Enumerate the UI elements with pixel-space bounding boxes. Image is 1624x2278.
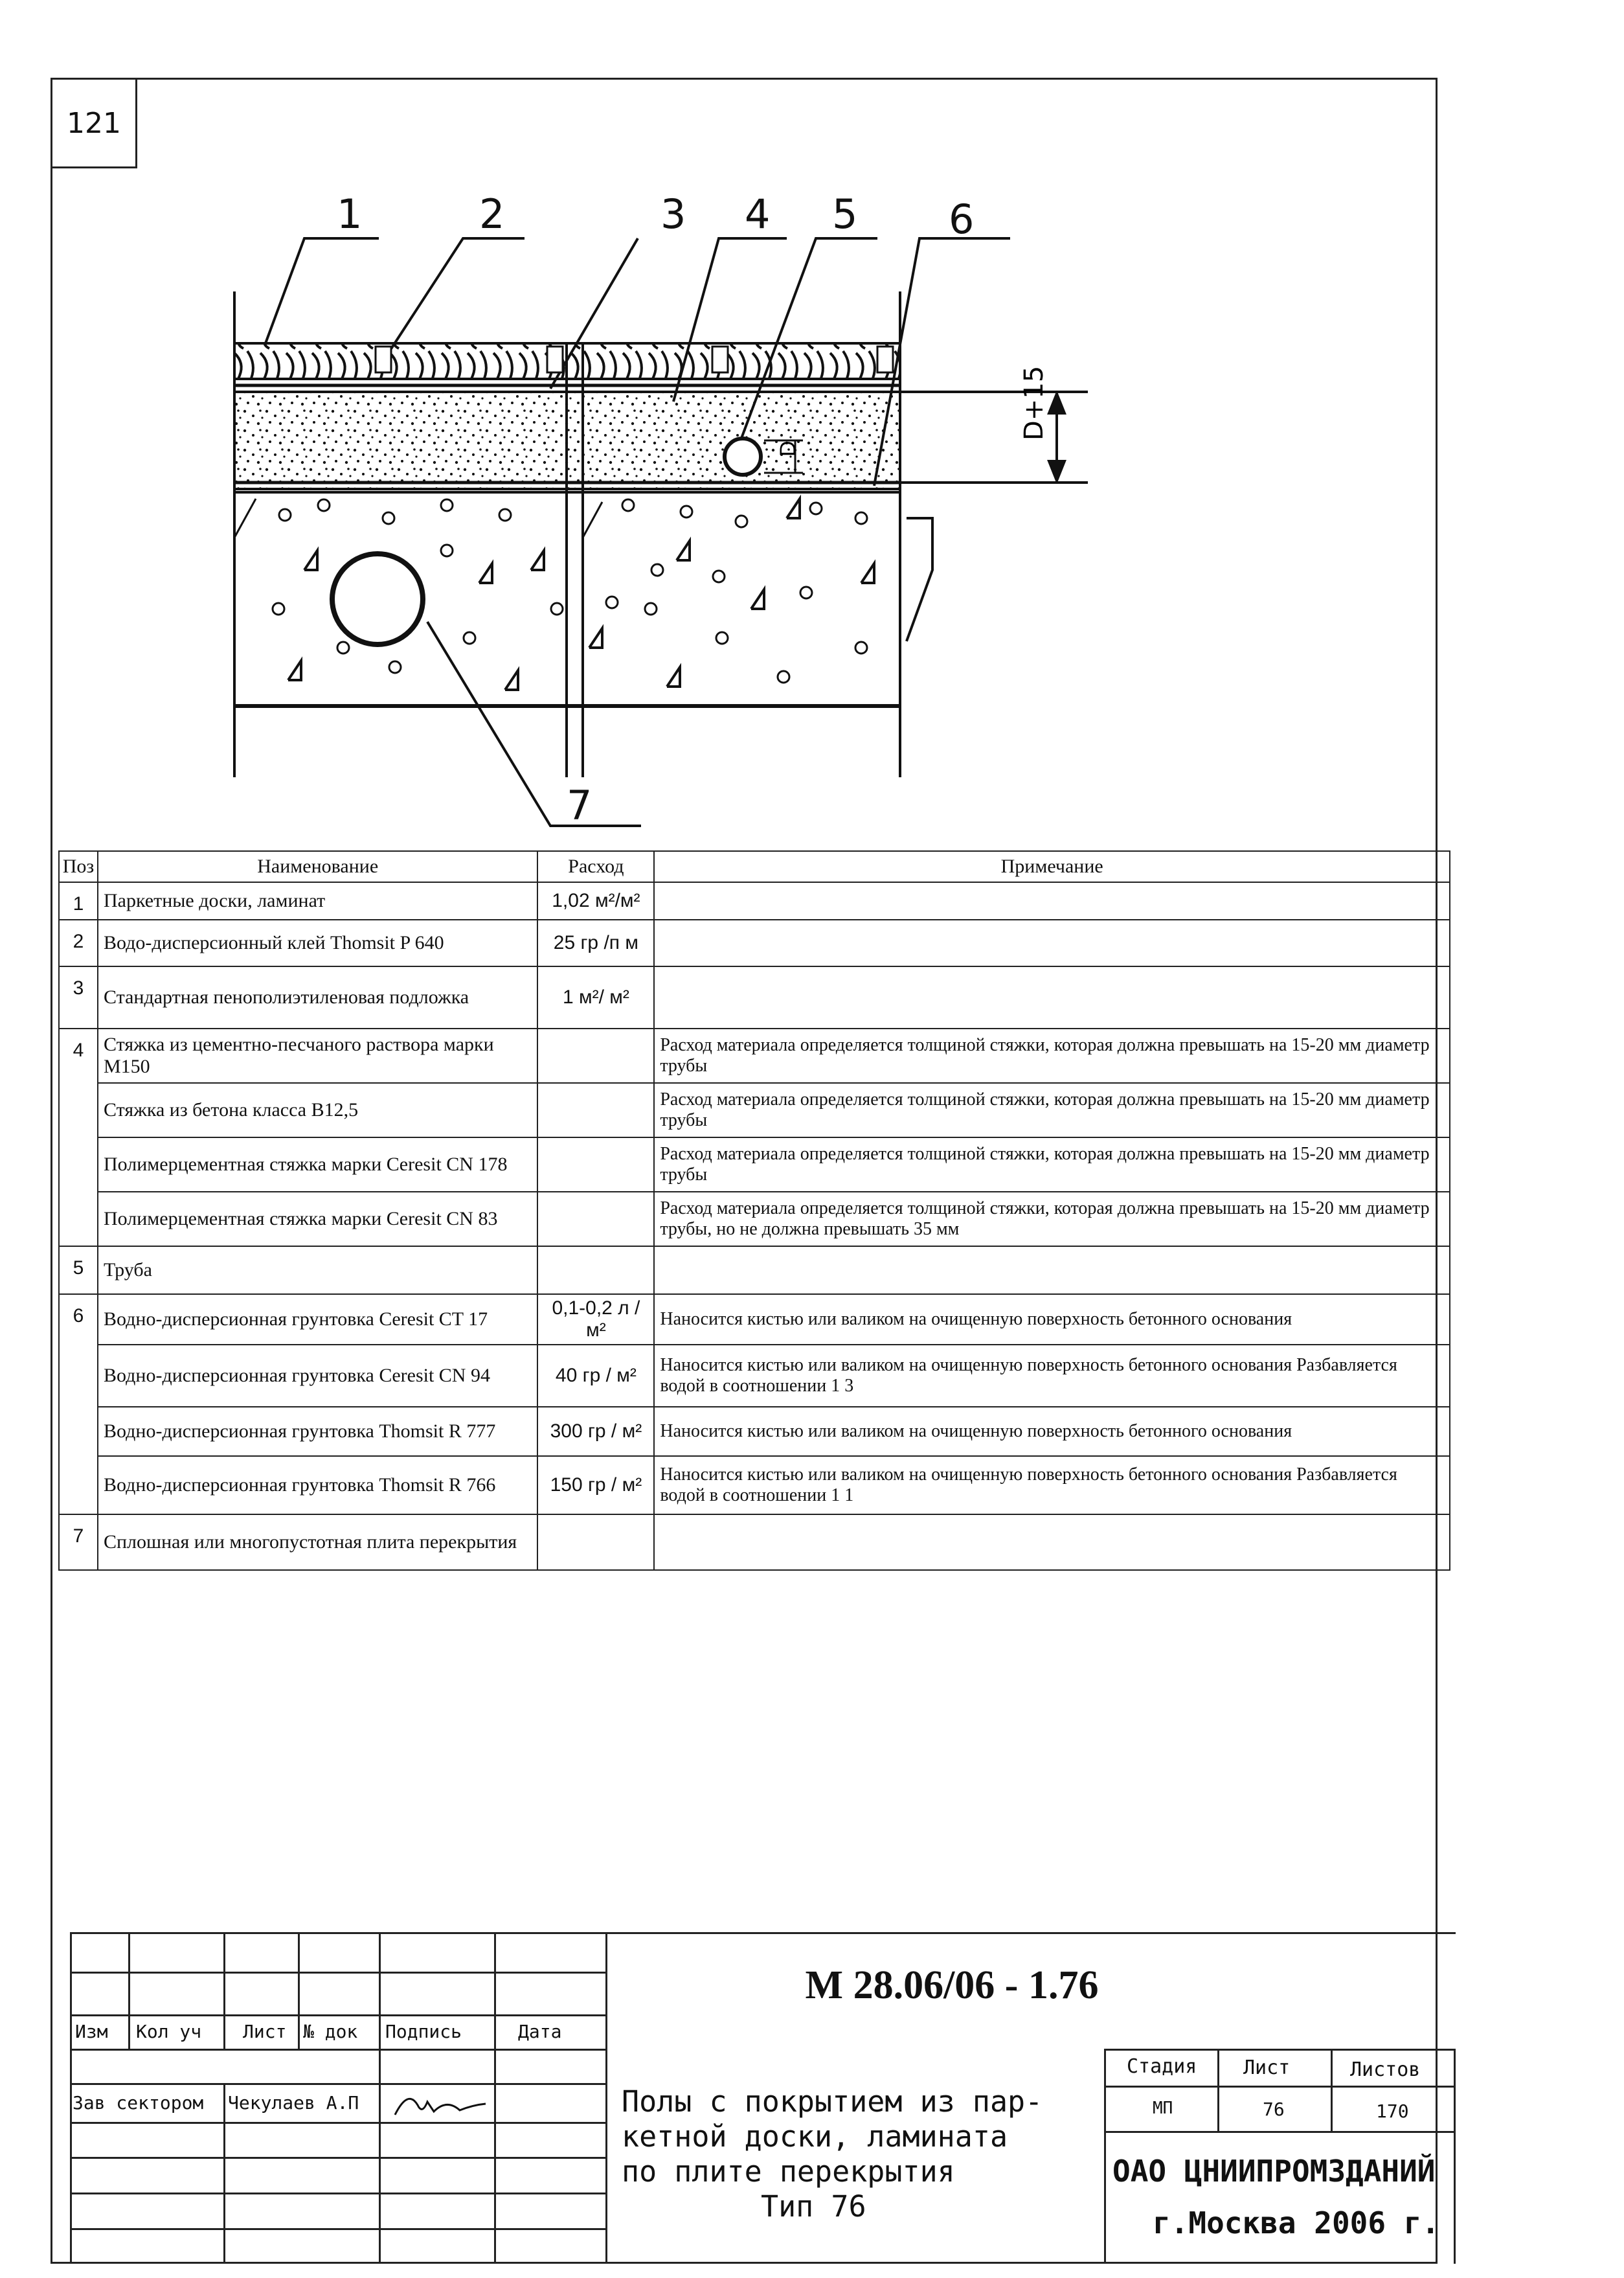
callout-leaders xyxy=(265,238,1010,826)
title-line-1: Полы с покрытием из пар- xyxy=(622,2084,1043,2119)
header-rate: Расход xyxy=(537,851,654,882)
person-name: Чекулаев А.П xyxy=(228,2092,359,2113)
thickness-dim-label: D+15 xyxy=(1019,365,1049,440)
sheet-title xyxy=(622,2084,1101,2224)
table-row: 4 Стяжка из цементно-песчаного раствора марки М150 Расход материала определяется толщиной стяжки, которая должна превышать на 15-20 мм диаметр трубы xyxy=(59,1029,1450,1083)
callout-7: 7 xyxy=(567,782,592,829)
table-row: 2 Водо-дисперсионный клей Thomsit P 640 25 гр /п м xyxy=(59,920,1450,966)
table-row: 1 Паркетные доски, ламинат 1,02 м²/м² xyxy=(59,882,1450,920)
specification-table xyxy=(58,850,1450,1571)
sheets-value: 170 xyxy=(1376,2101,1409,2122)
table-row: Водно-дисперсионная грунтовка Ceresit CN 94 40 гр / м² Наносится кистью или валиком на очищенную поверхность бетонного основания Разбавляется водой в соотношении 1 3 xyxy=(59,1345,1450,1407)
document-code: М 28.06/06 - 1.76 xyxy=(805,1963,1099,2007)
table-row: 5 Труба xyxy=(59,1246,1450,1294)
floor-section-drawing xyxy=(0,0,1624,855)
corner-sheet-number: 121 xyxy=(51,78,137,168)
stage-header: Стадия xyxy=(1127,2055,1197,2078)
heating-pipe xyxy=(725,439,761,475)
table-row: Полимерцементная стяжка марки Ceresit CN 83 Расход материала определяется толщиной стяжки, которая должна превышать на 15-20 мм диаметр трубы, но не должна превышать 35 мм xyxy=(59,1192,1450,1246)
col-kol-uch: Кол уч xyxy=(136,2021,202,2042)
table-row: Водно-дисперсионная грунтовка Thomsit R 777 300 гр / м² Наносится кистью или валиком на очищенную поверхность бетонного основания xyxy=(59,1407,1450,1456)
callout-6: 6 xyxy=(949,196,975,243)
callout-1: 1 xyxy=(337,190,363,238)
role-label: Зав сектором xyxy=(73,2092,204,2113)
table-row: 6 Водно-дисперсионная грунтовка Ceresit CT 17 0,1-0,2 л / м² Наносится кистью или валиком на очищенную поверхность бетонного основания xyxy=(59,1294,1450,1345)
table-row: 7 Сплошная или многопустотная плита перекрытия xyxy=(59,1514,1450,1570)
city-year: г.Москва 2006 г. xyxy=(1153,2205,1440,2240)
callout-5: 5 xyxy=(832,190,858,238)
col-izm: Изм xyxy=(75,2021,108,2042)
header-name: Наименование xyxy=(98,851,537,882)
pipe-dim-label: D xyxy=(776,440,800,457)
col-signature: Подпись xyxy=(385,2021,462,2042)
sheets-header: Листов xyxy=(1350,2058,1421,2081)
title-line-4: Тип 76 xyxy=(761,2189,866,2224)
table-row: Полимерцементная стяжка марки Ceresit CN 178 Расход материала определяется толщиной стяжки, которая должна превышать на 15-20 мм диаметр трубы xyxy=(59,1137,1450,1192)
sheet-header: Лист xyxy=(1243,2056,1291,2079)
callout-3: 3 xyxy=(660,190,686,238)
table-row: Стяжка из бетона класса В12,5 Расход материала определяется толщиной стяжки, которая должна превышать на 15-20 мм диаметр трубы xyxy=(59,1083,1450,1137)
title-line-3: по плите перекрытия xyxy=(622,2154,955,2189)
header-note: Примечание xyxy=(654,851,1450,882)
title-line-2: кетной доски, ламината xyxy=(622,2119,1008,2154)
col-doc-no: № док xyxy=(303,2021,358,2042)
callout-2: 2 xyxy=(479,190,505,238)
col-list: Лист xyxy=(243,2021,287,2042)
slab-hollow-core xyxy=(332,554,423,644)
table-row: 3 Стандартная пенополиэтиленовая подложка 1 м²/ м² xyxy=(59,966,1450,1029)
header-pos: Поз xyxy=(59,851,98,882)
sheet-value: 76 xyxy=(1263,2099,1285,2120)
callout-4: 4 xyxy=(745,190,771,238)
table-row: Водно-дисперсионная грунтовка Thomsit R 766 150 гр / м² Наносится кистью или валиком на очищенную поверхность бетонного основания Разбавляется водой в соотношении 1 1 xyxy=(59,1456,1450,1514)
handwritten-signature xyxy=(389,2086,492,2121)
stage-value: МП xyxy=(1153,2099,1173,2118)
col-date: Дата xyxy=(518,2021,562,2042)
parquet-layer xyxy=(234,343,900,379)
table-header-row xyxy=(59,851,1450,882)
organization: ОАО ЦНИИПРОМЗДАНИЙ xyxy=(1112,2154,1436,2189)
